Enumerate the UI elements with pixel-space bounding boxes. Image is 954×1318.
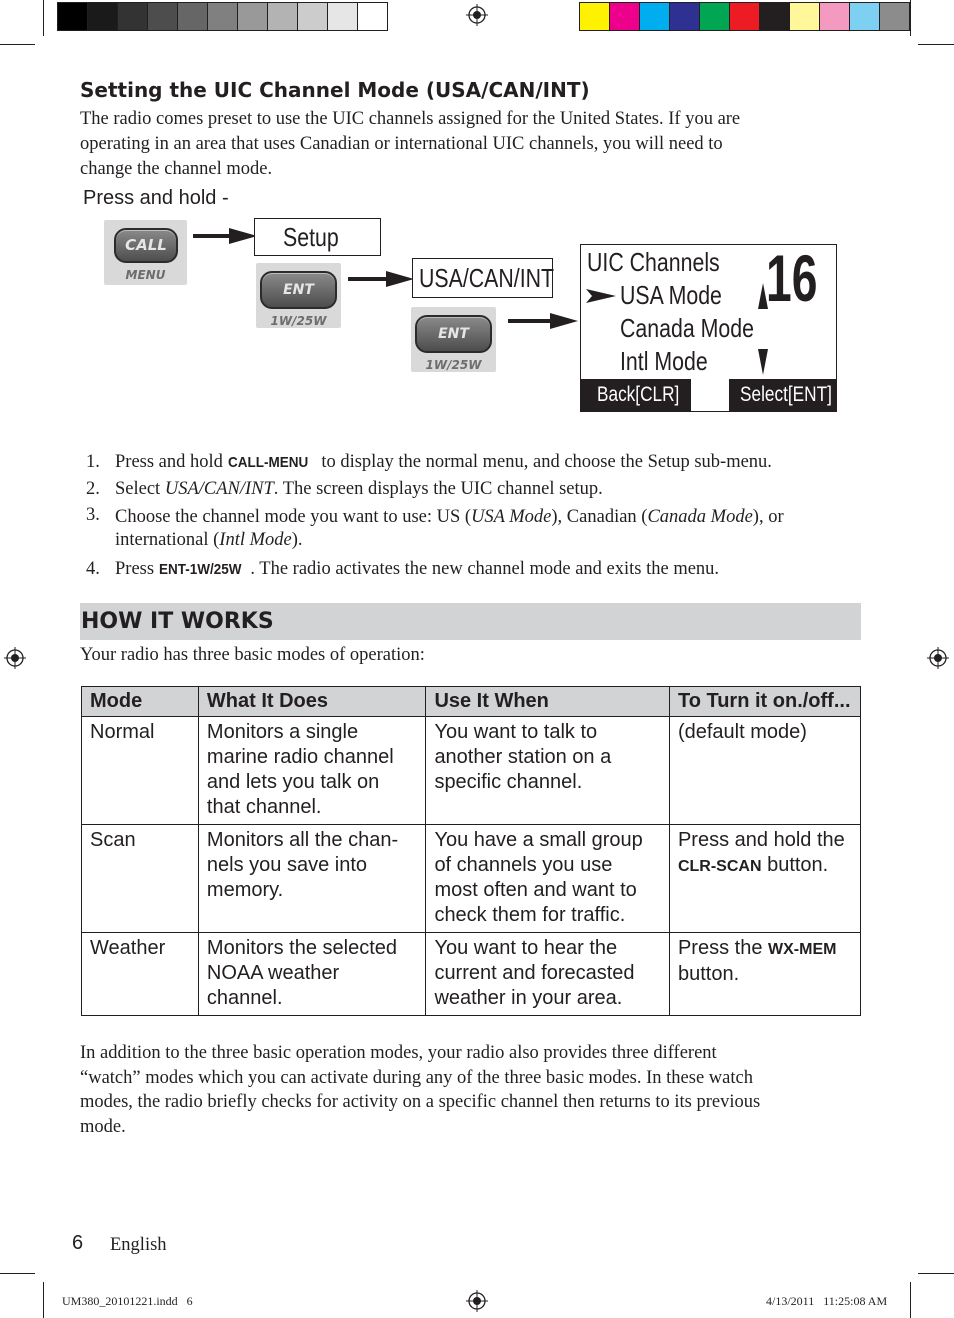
cell-line: specific channel. bbox=[434, 771, 583, 793]
menu-item-name: USA/CAN/INT bbox=[164, 479, 274, 499]
step-number: 2. bbox=[86, 479, 100, 499]
text-line: In addition to the three basic operation modes, your radio also provides three different bbox=[80, 1043, 717, 1063]
power-key-label: 1W/25W bbox=[270, 314, 327, 328]
slug-file-info: UM380_20101221.indd 6 bbox=[62, 1294, 193, 1308]
cell-line: Monitors the selected bbox=[206, 937, 398, 959]
step-text: ). bbox=[291, 530, 303, 550]
press-and-hold-caption: Press and hold - bbox=[83, 187, 229, 209]
cell-line: another station on a bbox=[434, 746, 612, 768]
step-text: . The radio activates the new channel mode and exits the menu. bbox=[250, 559, 720, 579]
ent-key-icon bbox=[260, 271, 337, 309]
step-number: 4. bbox=[86, 559, 100, 579]
when-cell bbox=[426, 717, 670, 825]
power-key-label: 1W/25W bbox=[425, 358, 482, 372]
menu-key-label: MENU bbox=[125, 268, 166, 282]
mode-name: USA Mode bbox=[471, 507, 552, 527]
registration-mark-icon bbox=[466, 1290, 488, 1312]
cell-line: channel. bbox=[206, 987, 283, 1009]
step-number: 1. bbox=[86, 452, 100, 472]
lcd-option-usa: USA Mode bbox=[620, 280, 722, 310]
cell-line: Monitors all the chan- bbox=[206, 829, 399, 851]
crop-mark bbox=[0, 1273, 35, 1274]
list-item bbox=[81, 450, 871, 475]
ent-button-image bbox=[411, 307, 496, 372]
step-text: . The screen displays the UIC channel setup. bbox=[273, 479, 603, 499]
cell-line: weather in your area. bbox=[434, 987, 623, 1009]
how-it-works-section-bar bbox=[80, 603, 861, 640]
soft-key-select-label: Select[ENT] bbox=[740, 383, 832, 406]
cell-text: (default mode) bbox=[677, 721, 807, 743]
what-cell bbox=[198, 933, 426, 1016]
soft-key-back-label: Back[CLR] bbox=[597, 383, 680, 406]
cell-line: nels you save into bbox=[206, 854, 368, 876]
usa-can-int-label-text: USA/CAN/INT bbox=[419, 263, 555, 293]
setup-menu-label bbox=[254, 218, 381, 256]
arrow-right-icon bbox=[348, 271, 414, 287]
ent-button-image bbox=[256, 263, 341, 328]
call-key-label: CALL bbox=[125, 236, 167, 254]
arrow-right-icon bbox=[508, 313, 578, 329]
table-row bbox=[82, 825, 861, 933]
grayscale-color-bar bbox=[57, 2, 388, 31]
lcd-option-canada: Canada Mode bbox=[620, 313, 754, 343]
section-heading: HOW IT WORKS bbox=[81, 609, 274, 634]
cell-text: Press the bbox=[677, 937, 769, 959]
what-cell bbox=[198, 825, 426, 933]
crop-mark bbox=[918, 44, 954, 45]
intro-paragraph bbox=[80, 107, 870, 182]
channel-number: 16 bbox=[766, 241, 818, 315]
page-number: 6 bbox=[72, 1232, 84, 1254]
footer-language: English bbox=[110, 1235, 167, 1255]
scroll-up-icon bbox=[758, 283, 768, 309]
list-item bbox=[81, 504, 871, 552]
column-header: Mode bbox=[82, 687, 199, 717]
step-number: 3. bbox=[86, 505, 100, 525]
section-heading: Setting the UIC Channel Mode (USA/CAN/INT) bbox=[80, 78, 590, 102]
registration-mark-icon bbox=[4, 647, 26, 669]
table-row bbox=[82, 933, 861, 1016]
mode-cell: Weather bbox=[82, 933, 199, 1016]
cell-line: of channels you use bbox=[434, 854, 613, 876]
cell-line: and lets you talk on bbox=[206, 771, 380, 793]
what-cell bbox=[198, 717, 426, 825]
text-line: “watch” modes which you can activate during any of the three basic modes. In these watch bbox=[80, 1067, 753, 1088]
step-text: to display the normal menu, and choose the Setup sub-menu. bbox=[316, 452, 772, 472]
step-text: international ( bbox=[115, 530, 220, 550]
process-color-bar bbox=[579, 2, 910, 31]
registration-mark-icon bbox=[927, 647, 949, 669]
crop-mark bbox=[910, 0, 911, 36]
mode-cell: Normal bbox=[82, 717, 199, 825]
setup-label-text: Setup bbox=[283, 222, 339, 252]
step-text: Press bbox=[115, 559, 159, 579]
cell-line: button. bbox=[677, 963, 740, 985]
crop-mark bbox=[0, 44, 35, 45]
cell-line: memory. bbox=[206, 879, 284, 901]
key-name: CLR-SCAN bbox=[677, 858, 762, 875]
scroll-down-icon bbox=[758, 349, 768, 375]
mode-cell: Scan bbox=[82, 825, 199, 933]
usa-can-int-menu-label bbox=[412, 258, 553, 298]
step-text: Choose the channel mode you want to use: US ( bbox=[115, 507, 472, 527]
cell-line: You want to hear the bbox=[434, 937, 618, 959]
when-cell bbox=[426, 825, 670, 933]
step-text: Select bbox=[115, 479, 165, 499]
key-name: ENT-1W/25W bbox=[158, 561, 242, 578]
call-menu-button-image bbox=[104, 220, 187, 285]
cell-line: You want to talk to bbox=[434, 721, 598, 743]
list-item bbox=[81, 554, 871, 582]
cell-line: Press and hold the bbox=[677, 829, 845, 851]
setup-section bbox=[80, 78, 590, 102]
soft-key-back bbox=[581, 379, 691, 411]
text-line: modes, the radio briefly checks for activity on a specific channel then returns to its previous bbox=[80, 1092, 761, 1113]
call-key-icon bbox=[114, 228, 178, 263]
crop-mark bbox=[918, 1273, 954, 1274]
mode-name: Canada Mode bbox=[647, 507, 753, 527]
step-text: ), Canadian ( bbox=[551, 507, 648, 527]
column-header: To Turn it on./off... bbox=[669, 687, 860, 717]
slug-timestamp: 4/13/2011 11:25:08 AM bbox=[766, 1294, 888, 1308]
crop-mark bbox=[43, 0, 44, 36]
lcd-option-intl: Intl Mode bbox=[620, 346, 708, 376]
ent-key-icon bbox=[415, 315, 492, 353]
cell-line: Monitors a single bbox=[206, 721, 359, 743]
cell-line: NOAA weather bbox=[206, 962, 340, 984]
step-text: ), or bbox=[752, 507, 784, 527]
text-line: mode. bbox=[80, 1117, 126, 1138]
text-line: change the channel mode. bbox=[80, 159, 273, 179]
column-header: Use It When bbox=[426, 687, 670, 717]
selection-pointer-icon bbox=[586, 289, 616, 303]
cell-line: marine radio channel bbox=[206, 746, 394, 768]
cell-line: that channel. bbox=[206, 796, 322, 818]
lcd-title: UIC Channels bbox=[587, 247, 720, 277]
watch-modes-paragraph bbox=[80, 1041, 870, 1140]
cell-line: current and forecasted bbox=[434, 962, 635, 984]
crop-mark bbox=[43, 1282, 44, 1318]
key-name: WX-MEM bbox=[768, 941, 837, 958]
column-header: What It Does bbox=[198, 687, 426, 717]
cell-line: most often and want to bbox=[434, 879, 637, 901]
lcd-screen bbox=[580, 241, 837, 412]
registration-mark-icon bbox=[466, 4, 488, 26]
ent-key-label: ENT bbox=[438, 326, 469, 342]
soft-key-select bbox=[729, 379, 836, 411]
table-header-row bbox=[82, 687, 861, 717]
cell-line: check them for traffic. bbox=[434, 904, 626, 926]
steps-list bbox=[81, 450, 871, 582]
how-it-works-intro: Your radio has three basic modes of operation: bbox=[80, 645, 425, 665]
turn-on-cell bbox=[669, 933, 860, 1016]
crop-mark bbox=[910, 1282, 911, 1318]
when-cell bbox=[426, 933, 670, 1016]
cell-text: button. bbox=[761, 854, 829, 876]
key-name: CALL-MENU bbox=[227, 454, 308, 471]
turn-on-cell bbox=[669, 825, 860, 933]
text-line: The radio comes preset to use the UIC channels assigned for the United States. If you are bbox=[80, 109, 741, 129]
ent-key-label: ENT bbox=[283, 282, 314, 298]
cell-line: You have a small group bbox=[434, 829, 643, 851]
list-item bbox=[81, 477, 871, 502]
text-line: operating in an area that uses Canadian or international UIC channels, you will need to bbox=[80, 134, 723, 154]
step-text: Press and hold bbox=[115, 452, 228, 472]
modes-table bbox=[81, 686, 861, 1016]
turn-on-cell bbox=[669, 717, 860, 825]
mode-name: Intl Mode bbox=[219, 530, 292, 550]
table-row bbox=[82, 717, 861, 825]
arrow-right-icon bbox=[193, 228, 257, 244]
